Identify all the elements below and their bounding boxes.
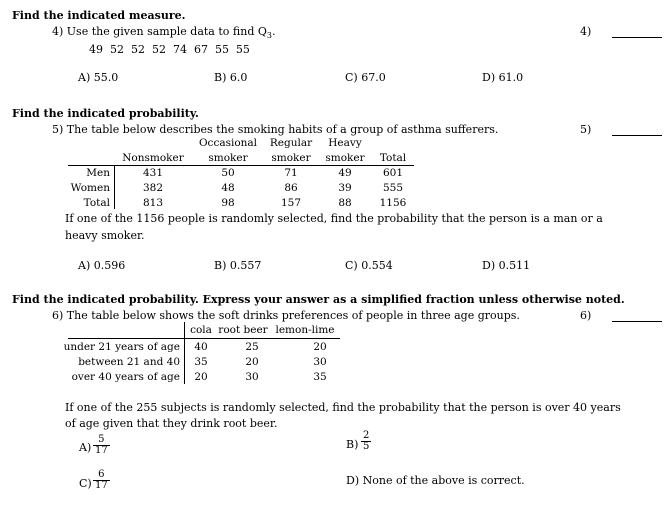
cell-under-21-lemon-lime: 20 xyxy=(313,341,327,353)
cell-total-regular: 157 xyxy=(280,197,302,209)
question-6-choice-d[interactable]: D) None of the above is correct. xyxy=(346,474,525,487)
header-occasional: Occasional xyxy=(198,137,258,149)
question-5-number: 5) xyxy=(580,123,592,136)
cell-over-40-lemon-lime: 35 xyxy=(313,371,327,383)
table-label-divider xyxy=(114,165,115,209)
choice-b-numerator: 2 xyxy=(363,430,370,441)
question-6-text-line2: of age given that they drink root beer. xyxy=(65,417,278,430)
question-5-choice-a[interactable]: A) 0.596 xyxy=(78,259,126,272)
choice-c-denominator: 17 xyxy=(95,480,108,491)
row-label-over-40: over 40 years of age xyxy=(71,371,180,383)
row-label-men: Men xyxy=(86,167,110,179)
cell-under-21-root-beer: 25 xyxy=(245,341,259,353)
question-4-choice-d[interactable]: D) 61.0 xyxy=(482,71,524,84)
header-total: Total xyxy=(379,152,407,164)
choice-c-numerator: 6 xyxy=(98,469,105,480)
question-4-choice-a[interactable]: A) 55.0 xyxy=(78,71,119,84)
drinks-table-label-divider xyxy=(184,322,185,384)
choice-c-label: C) xyxy=(79,477,92,490)
cell-over-40-cola: 20 xyxy=(194,371,208,383)
section-heading-measure: Find the indicated measure. xyxy=(12,9,186,22)
header-regular: Regular xyxy=(269,137,313,149)
header-lemon-lime: lemon-lime xyxy=(275,324,335,336)
choice-b-fraction xyxy=(361,431,371,452)
cell-under-21-cola: 40 xyxy=(194,341,208,353)
header-cola: cola xyxy=(190,324,212,336)
cell-men-regular: 71 xyxy=(284,167,298,179)
question-4-prompt-text: 4) Use the given sample data to find Q xyxy=(52,25,267,38)
section-heading-fraction: Find the indicated probability. Express your answer as a simplified fraction unless otherwise noted. xyxy=(12,293,625,306)
question-6-number: 6) xyxy=(580,309,592,322)
answer-blank-6[interactable] xyxy=(612,321,662,322)
header-smoker-regular: smoker xyxy=(271,152,311,164)
row-label-between-21-40: between 21 and 40 xyxy=(78,356,180,368)
header-root-beer: root beer xyxy=(218,324,268,336)
choice-b-label: B) xyxy=(346,438,359,451)
cell-between-lemon-lime: 30 xyxy=(313,356,327,368)
cell-women-regular: 86 xyxy=(284,182,298,194)
question-4-data: 49 52 52 52 74 67 55 55 xyxy=(89,43,250,56)
cell-women-occasional: 48 xyxy=(221,182,235,194)
question-4-prompt xyxy=(52,25,275,42)
question-4-prompt-end: . xyxy=(271,25,276,38)
cell-men-occasional: 50 xyxy=(221,167,235,179)
question-4-prompt-subscript: 3 xyxy=(266,31,272,41)
row-label-women: Women xyxy=(70,182,110,194)
cell-men-nonsmoker: 431 xyxy=(142,167,164,179)
cell-between-root-beer: 20 xyxy=(245,356,259,368)
cell-total-total: 1156 xyxy=(379,197,407,209)
cell-total-nonsmoker: 813 xyxy=(142,197,164,209)
answer-blank-5[interactable] xyxy=(612,135,662,136)
header-nonsmoker: Nonsmoker xyxy=(122,152,184,164)
cell-men-total: 601 xyxy=(382,167,404,179)
choice-a-denominator: 17 xyxy=(95,445,108,456)
question-5-choice-d[interactable]: D) 0.511 xyxy=(482,259,531,272)
question-5-prompt: 5) The table below describes the smoking habits of a group of asthma sufferers. xyxy=(52,123,499,136)
cell-total-occasional: 98 xyxy=(221,197,235,209)
choice-a-numerator: 5 xyxy=(98,434,105,445)
cell-between-cola: 35 xyxy=(194,356,208,368)
header-smoker-occasional: smoker xyxy=(208,152,248,164)
question-4-choice-b[interactable]: B) 6.0 xyxy=(214,71,248,84)
cell-over-40-root-beer: 30 xyxy=(245,371,259,383)
question-5-text-line2: heavy smoker. xyxy=(65,229,145,242)
row-label-total: Total xyxy=(83,197,110,209)
question-4-choice-c[interactable]: C) 67.0 xyxy=(345,71,386,84)
header-heavy: Heavy xyxy=(328,137,362,149)
header-smoker-heavy: smoker xyxy=(325,152,365,164)
table-header-rule xyxy=(68,165,414,166)
cell-men-heavy: 49 xyxy=(338,167,352,179)
answer-blank-4[interactable] xyxy=(612,37,662,38)
cell-women-nonsmoker: 382 xyxy=(142,182,164,194)
question-5-choice-c[interactable]: C) 0.554 xyxy=(345,259,393,272)
cell-women-total: 555 xyxy=(382,182,404,194)
row-label-under-21: under 21 years of age xyxy=(63,341,180,353)
section-heading-probability: Find the indicated probability. xyxy=(12,107,199,120)
question-6-text-line1: If one of the 255 subjects is randomly selected, find the probability that the person is over 40 years xyxy=(65,401,621,414)
question-5-choice-b[interactable]: B) 0.557 xyxy=(214,259,262,272)
choice-c-fraction xyxy=(93,470,110,491)
choice-b-denominator: 5 xyxy=(363,441,370,452)
drinks-table-header-rule xyxy=(68,338,340,339)
choice-a-label: A) xyxy=(79,441,92,454)
cell-women-heavy: 39 xyxy=(338,182,352,194)
question-6-prompt: 6) The table below shows the soft drinks preferences of people in three age groups. xyxy=(52,309,520,322)
question-5-text-line1: If one of the 1156 people is randomly selected, find the probability that the person is a man or a xyxy=(65,212,603,225)
cell-total-heavy: 88 xyxy=(338,197,352,209)
question-4-number: 4) xyxy=(580,25,592,38)
choice-a-fraction xyxy=(93,435,110,456)
